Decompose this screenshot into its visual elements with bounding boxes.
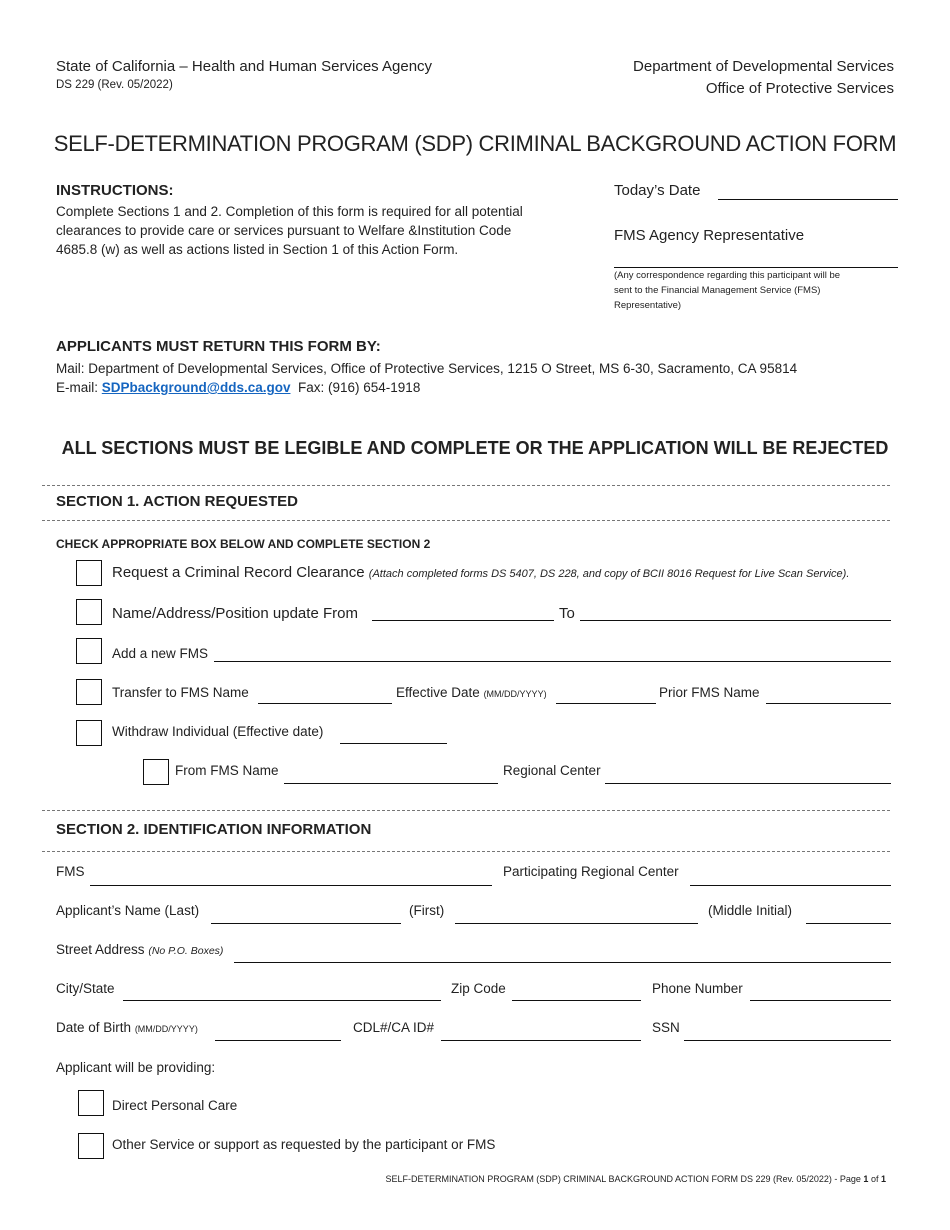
divider xyxy=(42,520,890,521)
instructions-heading: INSTRUCTIONS: xyxy=(56,182,174,199)
fms-rep-label: FMS Agency Representative xyxy=(614,227,805,244)
update-to-field[interactable] xyxy=(580,620,891,621)
rejection-warning: ALL SECTIONS MUST BE LEGIBLE AND COMPLETE OR THE APPLICATION WILL BE REJECTED xyxy=(61,438,889,458)
office-name: Office of Protective Services xyxy=(705,80,894,97)
cdl-field[interactable] xyxy=(441,1040,641,1041)
transfer-fms-field[interactable] xyxy=(258,703,392,704)
phone-field[interactable] xyxy=(750,1000,891,1001)
direct-care-checkbox[interactable] xyxy=(78,1090,104,1116)
fms-rep-note: Representative) xyxy=(614,300,682,311)
add-fms-field[interactable] xyxy=(214,661,891,662)
instructions-line: 4685.8 (w) as well as actions listed in Section 1 of this Action Form. xyxy=(56,242,459,257)
city-state-label: City/State xyxy=(56,981,115,996)
fms-field[interactable] xyxy=(90,885,492,886)
add-fms-checkbox[interactable] xyxy=(76,638,102,664)
transfer-checkbox[interactable] xyxy=(76,679,102,705)
clearance-option xyxy=(112,564,849,581)
form-number: DS 229 (Rev. 05/2022) xyxy=(56,79,173,91)
direct-care-label: Direct Personal Care xyxy=(112,1098,238,1113)
date-format-hint: (MM/DD/YYYY) xyxy=(483,689,547,699)
zip-field[interactable] xyxy=(512,1000,641,1001)
other-service-label: Other Service or support as requested by the participant or FMS xyxy=(112,1137,496,1152)
first-name-field[interactable] xyxy=(455,923,698,924)
fms-rep-note: (Any correspondence regarding this participant will be xyxy=(614,270,841,281)
providing-label: Applicant will be providing: xyxy=(56,1060,216,1075)
footer-of: of xyxy=(870,1174,879,1184)
add-fms-label: Add a new FMS xyxy=(112,646,209,661)
todays-date-field[interactable] xyxy=(718,199,898,200)
phone-label: Phone Number xyxy=(652,981,743,996)
regional-center-label: Regional Center xyxy=(503,763,601,778)
todays-date-label: Today’s Date xyxy=(614,182,701,199)
prior-fms-field[interactable] xyxy=(766,703,891,704)
effective-date-group xyxy=(396,685,547,700)
section1-subheading: CHECK APPROPRIATE BOX BELOW AND COMPLETE SECTION 2 xyxy=(56,537,431,551)
clearance-note: (Attach completed forms DS 5407, DS 228, and copy of BCII 8016 Request for Live Scan Service). xyxy=(368,568,850,580)
department-name: Department of Developmental Services xyxy=(633,58,894,75)
update-checkbox[interactable] xyxy=(76,599,102,625)
ssn-field[interactable] xyxy=(684,1040,891,1041)
instructions-line: clearances to provide care or services pursuant to Welfare &Institution Code xyxy=(56,223,512,238)
clearance-label: Request a Criminal Record Clearance xyxy=(112,564,365,581)
fax-number: Fax: (916) 654-1918 xyxy=(298,380,421,395)
ssn-label: SSN xyxy=(652,1020,680,1035)
dob-label: Date of Birth xyxy=(56,1020,132,1035)
divider xyxy=(42,810,890,811)
no-po-hint: (No P.O. Boxes) xyxy=(148,945,224,957)
agency-name: State of California – Health and Human Services Agency xyxy=(56,58,433,75)
fms-label: FMS xyxy=(56,864,85,879)
transfer-label: Transfer to FMS Name xyxy=(112,685,249,700)
fms-rep-field[interactable] xyxy=(614,267,898,268)
middle-initial-label: (Middle Initial) xyxy=(708,903,793,918)
return-heading: APPLICANTS MUST RETURN THIS FORM BY: xyxy=(56,338,381,355)
withdraw-label: Withdraw Individual (Effective date) xyxy=(112,724,324,739)
section2-heading: SECTION 2. IDENTIFICATION INFORMATION xyxy=(56,821,372,838)
from-fms-field[interactable] xyxy=(284,783,498,784)
from-fms-label: From FMS Name xyxy=(175,763,279,778)
email-link[interactable]: SDPbackground@dds.ca.gov xyxy=(101,380,291,395)
fms-rep-note: sent to the Financial Management Service (FMS) xyxy=(614,285,821,296)
footer xyxy=(385,1174,886,1184)
effective-date-label: Effective Date xyxy=(396,685,480,700)
withdraw-checkbox[interactable] xyxy=(76,720,102,746)
street-group xyxy=(56,942,223,957)
update-to-label: To xyxy=(559,605,575,622)
other-service-checkbox[interactable] xyxy=(78,1133,104,1159)
dob-format-hint: (MM/DD/YYYY) xyxy=(134,1024,198,1034)
middle-initial-field[interactable] xyxy=(806,923,891,924)
page-title: SELF-DETERMINATION PROGRAM (SDP) CRIMINAL BACKGROUND ACTION FORM xyxy=(53,131,897,156)
participating-rc-label: Participating Regional Center xyxy=(503,864,679,879)
regional-center-field[interactable] xyxy=(605,783,891,784)
footer-text: SELF-DETERMINATION PROGRAM (SDP) CRIMINAL BACKGROUND ACTION FORM DS 229 (Rev. 05/2022) - Page xyxy=(385,1174,861,1184)
section1-heading: SECTION 1. ACTION REQUESTED xyxy=(56,493,298,510)
divider xyxy=(42,851,890,852)
first-name-label: (First) xyxy=(409,903,445,918)
email-label: E-mail: xyxy=(56,380,99,395)
dob-field[interactable] xyxy=(215,1040,341,1041)
last-name-label: Applicant’s Name (Last) xyxy=(56,903,200,918)
footer-total: 1 xyxy=(880,1174,886,1184)
effective-date-field[interactable] xyxy=(556,703,656,704)
zip-label: Zip Code xyxy=(451,981,506,996)
street-label: Street Address xyxy=(56,942,145,957)
update-label: Name/Address/Position update From xyxy=(112,605,358,622)
clearance-checkbox[interactable] xyxy=(76,560,102,586)
dob-group xyxy=(56,1020,198,1035)
withdraw-date-field[interactable] xyxy=(340,743,447,744)
street-field[interactable] xyxy=(234,962,891,963)
participating-rc-field[interactable] xyxy=(690,885,891,886)
divider xyxy=(42,485,890,486)
from-fms-checkbox[interactable] xyxy=(143,759,169,785)
footer-page: 1 xyxy=(863,1174,869,1184)
last-name-field[interactable] xyxy=(211,923,401,924)
cdl-label: CDL#/CA ID# xyxy=(353,1020,435,1035)
contact-line xyxy=(56,380,420,395)
update-from-field[interactable] xyxy=(372,620,554,621)
instructions-line: Complete Sections 1 and 2. Completion of this form is required for all potential xyxy=(56,204,523,219)
prior-fms-label: Prior FMS Name xyxy=(659,685,760,700)
mail-address: Mail: Department of Developmental Services, Office of Protective Services, 1215 O Street, MS 6-30, Sacramento, CA 95814 xyxy=(56,361,798,376)
city-state-field[interactable] xyxy=(123,1000,441,1001)
